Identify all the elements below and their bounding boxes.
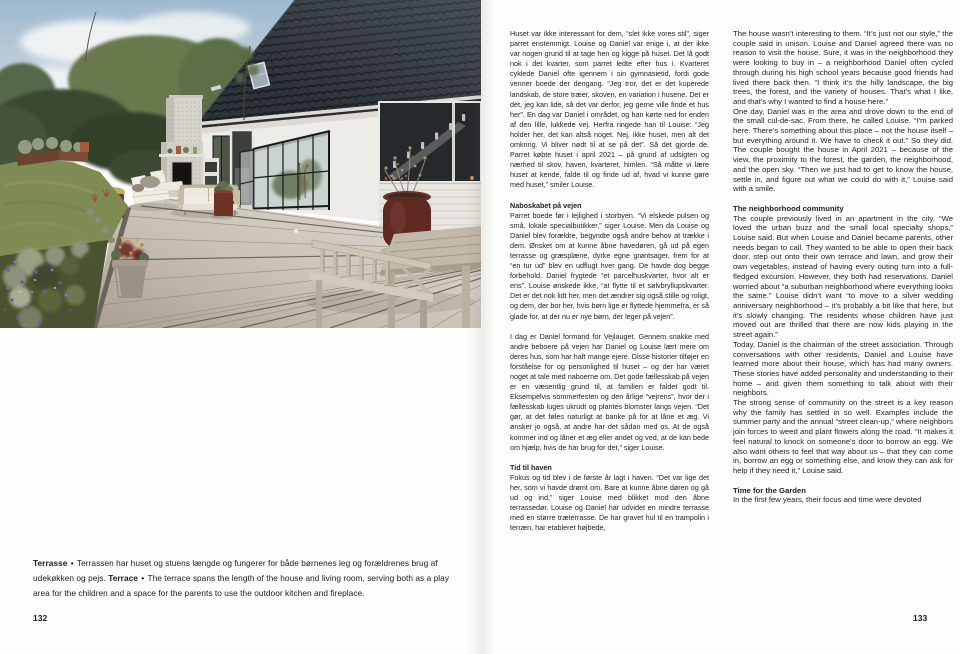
section-heading: Time for the Garden (733, 485, 806, 495)
body-paragraph: One day, Daniel was in the area and drove down to the end of the small cul-de-sac. From there, he called Louise. “I’m parked here. There’s something about this place – not the house itself – but everything around it. We have to check it out.” So they did. The couple bought the house in April 2021 – because of the view, the proximity to the forest, the garden, the neighborhood, and the open sky. “Then we just had to get to know the house, settle in, and figure out what we could do with it,” Louise said with a smile. (733, 106, 953, 194)
caption-bullet: • (141, 573, 145, 583)
section-heading: Naboskabet på vejen (510, 200, 582, 210)
caption-english-label: Terrace (108, 573, 138, 583)
section-heading: The neighborhood community (733, 203, 844, 213)
body-paragraph: The strong sense of community on the street is a key reason why the family has settled in so well. Examples include the summer party and the annual “street clean-up,” where neighbors join forces to weed and plant flowers along the road. “It makes it feel natural to knock on someone’s door to borrow an egg. We also want others to feel that way about us – that they can come in, borrow an egg or something else, and know they can ask for help if they need it,” Louise said. (733, 398, 953, 475)
conservatory-open-door (240, 150, 254, 216)
caption-danish-text: Terrassen har huset og stuens længde og fungerer for både børnenes leg og forældrenes brug af udekøkken og pejs. (33, 558, 438, 583)
danish-text-column (510, 29, 709, 609)
page-number-left: 132 (33, 613, 48, 623)
body-paragraph: The house wasn’t interesting to them. “It’s just not our style,” the couple said in unison. Louise and Daniel agreed there was no reason to visit the house. Sure, it was in the neighborhood they were looking to buy in – a neighborhood Daniel often cycled through during his high school years because good friends had lived there back then. “I think it’s the hilly landscape, the big trees, the forest, and the variety of houses. That’s what I like, and that’s why I wanted to find a house here.” (733, 29, 953, 106)
english-text-column (733, 29, 953, 609)
body-paragraph: Today, Daniel is the chairman of the street association. Through conversations with other residents, Daniel and Louise have learned more about their house, which has had many owners. These stories have added personality and understanding to their home – and given them something to talk about with their neighbors. (733, 339, 953, 398)
caption-danish-label: Terrasse (33, 558, 68, 568)
caption-english-text: The terrace spans the length of the house and living room, serving both as a play area for the children and a space for the parents to use the outdoor kitchen and fireplace. (33, 573, 450, 598)
terrace-photo-illustration (0, 0, 481, 328)
body-paragraph: Fokus og tid blev i de første år lagt i haven. “Det var lige det her, som vi havde drømt om. Bare at kunne åbne døren og gå ud og ind,” siger Louise med blikket mod den åbne terrassedør. Louise og Daniel har udvidet en mindre terrasse med en større træterrasse. De har gravet hul til en trampolin i terræn, har etableret højbede, (510, 472, 709, 533)
photo-caption (33, 556, 452, 601)
body-paragraph: In the first few years, their focus and time were devoted (733, 495, 922, 505)
terrace-photo (0, 0, 481, 328)
body-paragraph: Parret boede før i lejlighed i storbyen. “Vi elskede pulsen og små, lokale specialbutikker,” siger Louise. Men da Louise og Daniel blev forældre, begyndte også andre behov at trække i dem. Ønsket om at kunne åbne havedøren, gå ud på egen terrasse og græsplæne, dyrke egne grøntsager, frem for at “en tur ud” blev en udflugt hver gang. De havde dog begge forbehold. Daniel frygtede “et parcelhuskvarter, hvor alt er ens”. Louise ønskede ikke, “at flytte til et sølvbryllupskvarter. Det er det nok lidt her, men det ændrer sig også stille og roligt, og dem, der bor her, hvis børn lige er flyttede hjemmefra, er så glade for, at der nu er nye børn, der leger på vejen”. (510, 210, 709, 321)
staircase-window (379, 102, 481, 182)
caption-bullet: • (70, 558, 74, 568)
section-heading: Tid til haven (510, 462, 552, 472)
body-paragraph: Huset var ikke interessant for dem, “slet ikke vores stil”, siger parret enstemmigt. Louise og Daniel var enige i, at der ikke var nogen grund til at tage hen og kigge på huset. Det lå godt nok i det kvarter, som parret ledte efter hus i. Kvarteret cyklede Daniel ofte igennem i sin gymnasietid, fordi gode venner boede der dengang. “Jeg tror, det er det kuperede landskab, de store træer, skoven, en variation i husene. Det er det, jeg kan lide, så det var derfor, jeg gerne ville finde et hus her”. En dag var Daniel i området, og han kørte ned for enden af den lille, lukkede vej. Herfra ringede han til Louise: “Jeg holder her, det kan altså noget. Nej, ikke huset, men alt det omkring. Vi bliver nødt til at se på det”. Så det gjorde de. Parret købte huset i april 2021 – på grund af udsigten og nærhed til skov, haven, kvarteret, himlen. “Så måtte vi lære huset at kende, falde til og finde ud af, hvad vi kunne gøre med huset,” smiler Louise. (510, 29, 709, 190)
body-paragraph: The couple previously lived in an apartment in the city. “We loved the urban buzz and the small local specialty shops,” Louise said. But when Louise and Daniel became parents, other needs began to call. They wanted to be able to open their back door, step out onto their own terrace and lawn, and grow their own vegetables, instead of having every outing turn into a full-fledged excursion. However, they both had reservations. Daniel worried about “a suburban neighborhood where everything looks the same.” Louise didn’t want “to move to a silver wedding anniversary neighborhood – it’s probably a bit like that here, but it’s slowly changing. The residents whose children have just moved out are thrilled that there are now kids playing in the street again.” (733, 213, 953, 340)
body-paragraph: I dag er Daniel formand for Vejlauget. Gennem snakke med andre beboere på vejen har Daniel og Louise lært mere om deres hus, som har haft mange ejere. Disse historier tilføjer en forståelse for og personlighed til huset – og der har været noget at tale med naboerne om. Det gode fællesskab på vejen er en væsentlig grund til, at familien er faldet godt til. Eksempelvis sommerfesten og den årlige “vejrens”, hvor der i fællesskab luges ukrudt og plantes blomster langs vejen. “Det gør, at det føles naturligt at banke på for at låne et æg. Vi ønsker jo også, at andre har det sådan med os. At de også kommer ind og låner et æg eller andet og ved, at de kan bede om hjælp, hvis de har brug for det,” siger Louise. (510, 331, 709, 452)
page-number-right: 133 (913, 613, 928, 623)
